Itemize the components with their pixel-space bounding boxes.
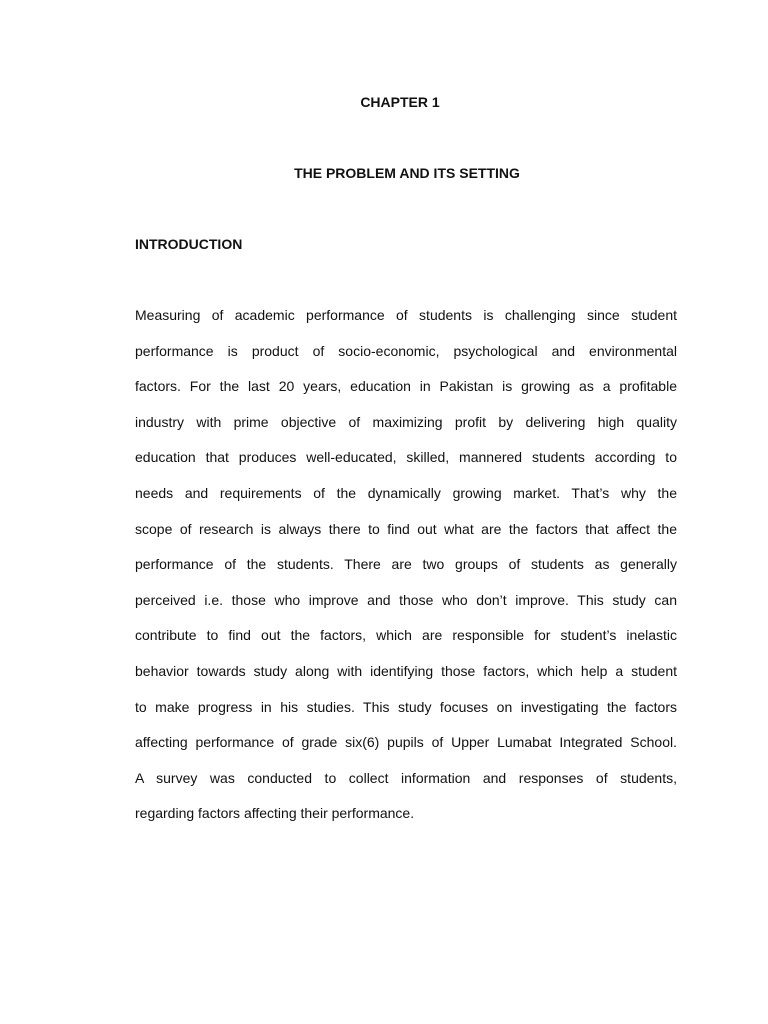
paragraph-line: performance is product of socio-economic, psychological and environmental	[135, 342, 677, 359]
paragraph-line: contribute to find out the factors, which are responsible for student’s inelastic	[135, 627, 677, 644]
introduction-paragraph	[135, 298, 677, 832]
chapter-heading: CHAPTER 1	[360, 94, 440, 110]
paragraph-line: needs and requirements of the dynamically growing market. That’s why the	[135, 484, 677, 501]
paragraph-line: Measuring of academic performance of students is challenging since student	[135, 307, 677, 323]
paragraph-line: industry with prime objective of maximizing profit by delivering high quality	[135, 413, 677, 430]
section-heading: INTRODUCTION	[135, 236, 243, 252]
paragraph-line: behavior towards study along with identifying those factors, which help a student	[135, 662, 677, 679]
paragraph-line: performance of the students. There are two groups of students as generally	[135, 556, 677, 573]
chapter-title: THE PROBLEM AND ITS SETTING	[294, 165, 520, 181]
paragraph-line: factors. For the last 20 years, education in Pakistan is growing as a profitable	[135, 378, 677, 395]
paragraph-line: A survey was conducted to collect information and responses of students,	[135, 769, 677, 786]
paragraph-line: regarding factors affecting their performance.	[135, 805, 415, 822]
paragraph-line: scope of research is always there to find out what are the factors that affect the	[135, 520, 677, 537]
paragraph-line: affecting performance of grade six(6) pupils of Upper Lumabat Integrated School.	[135, 734, 677, 751]
paragraph-line: to make progress in his studies. This study focuses on investigating the factors	[135, 698, 677, 715]
paragraph-line: perceived i.e. those who improve and those who don’t improve. This study can	[135, 591, 677, 608]
paragraph-line: education that produces well-educated, skilled, mannered students according to	[135, 449, 677, 466]
